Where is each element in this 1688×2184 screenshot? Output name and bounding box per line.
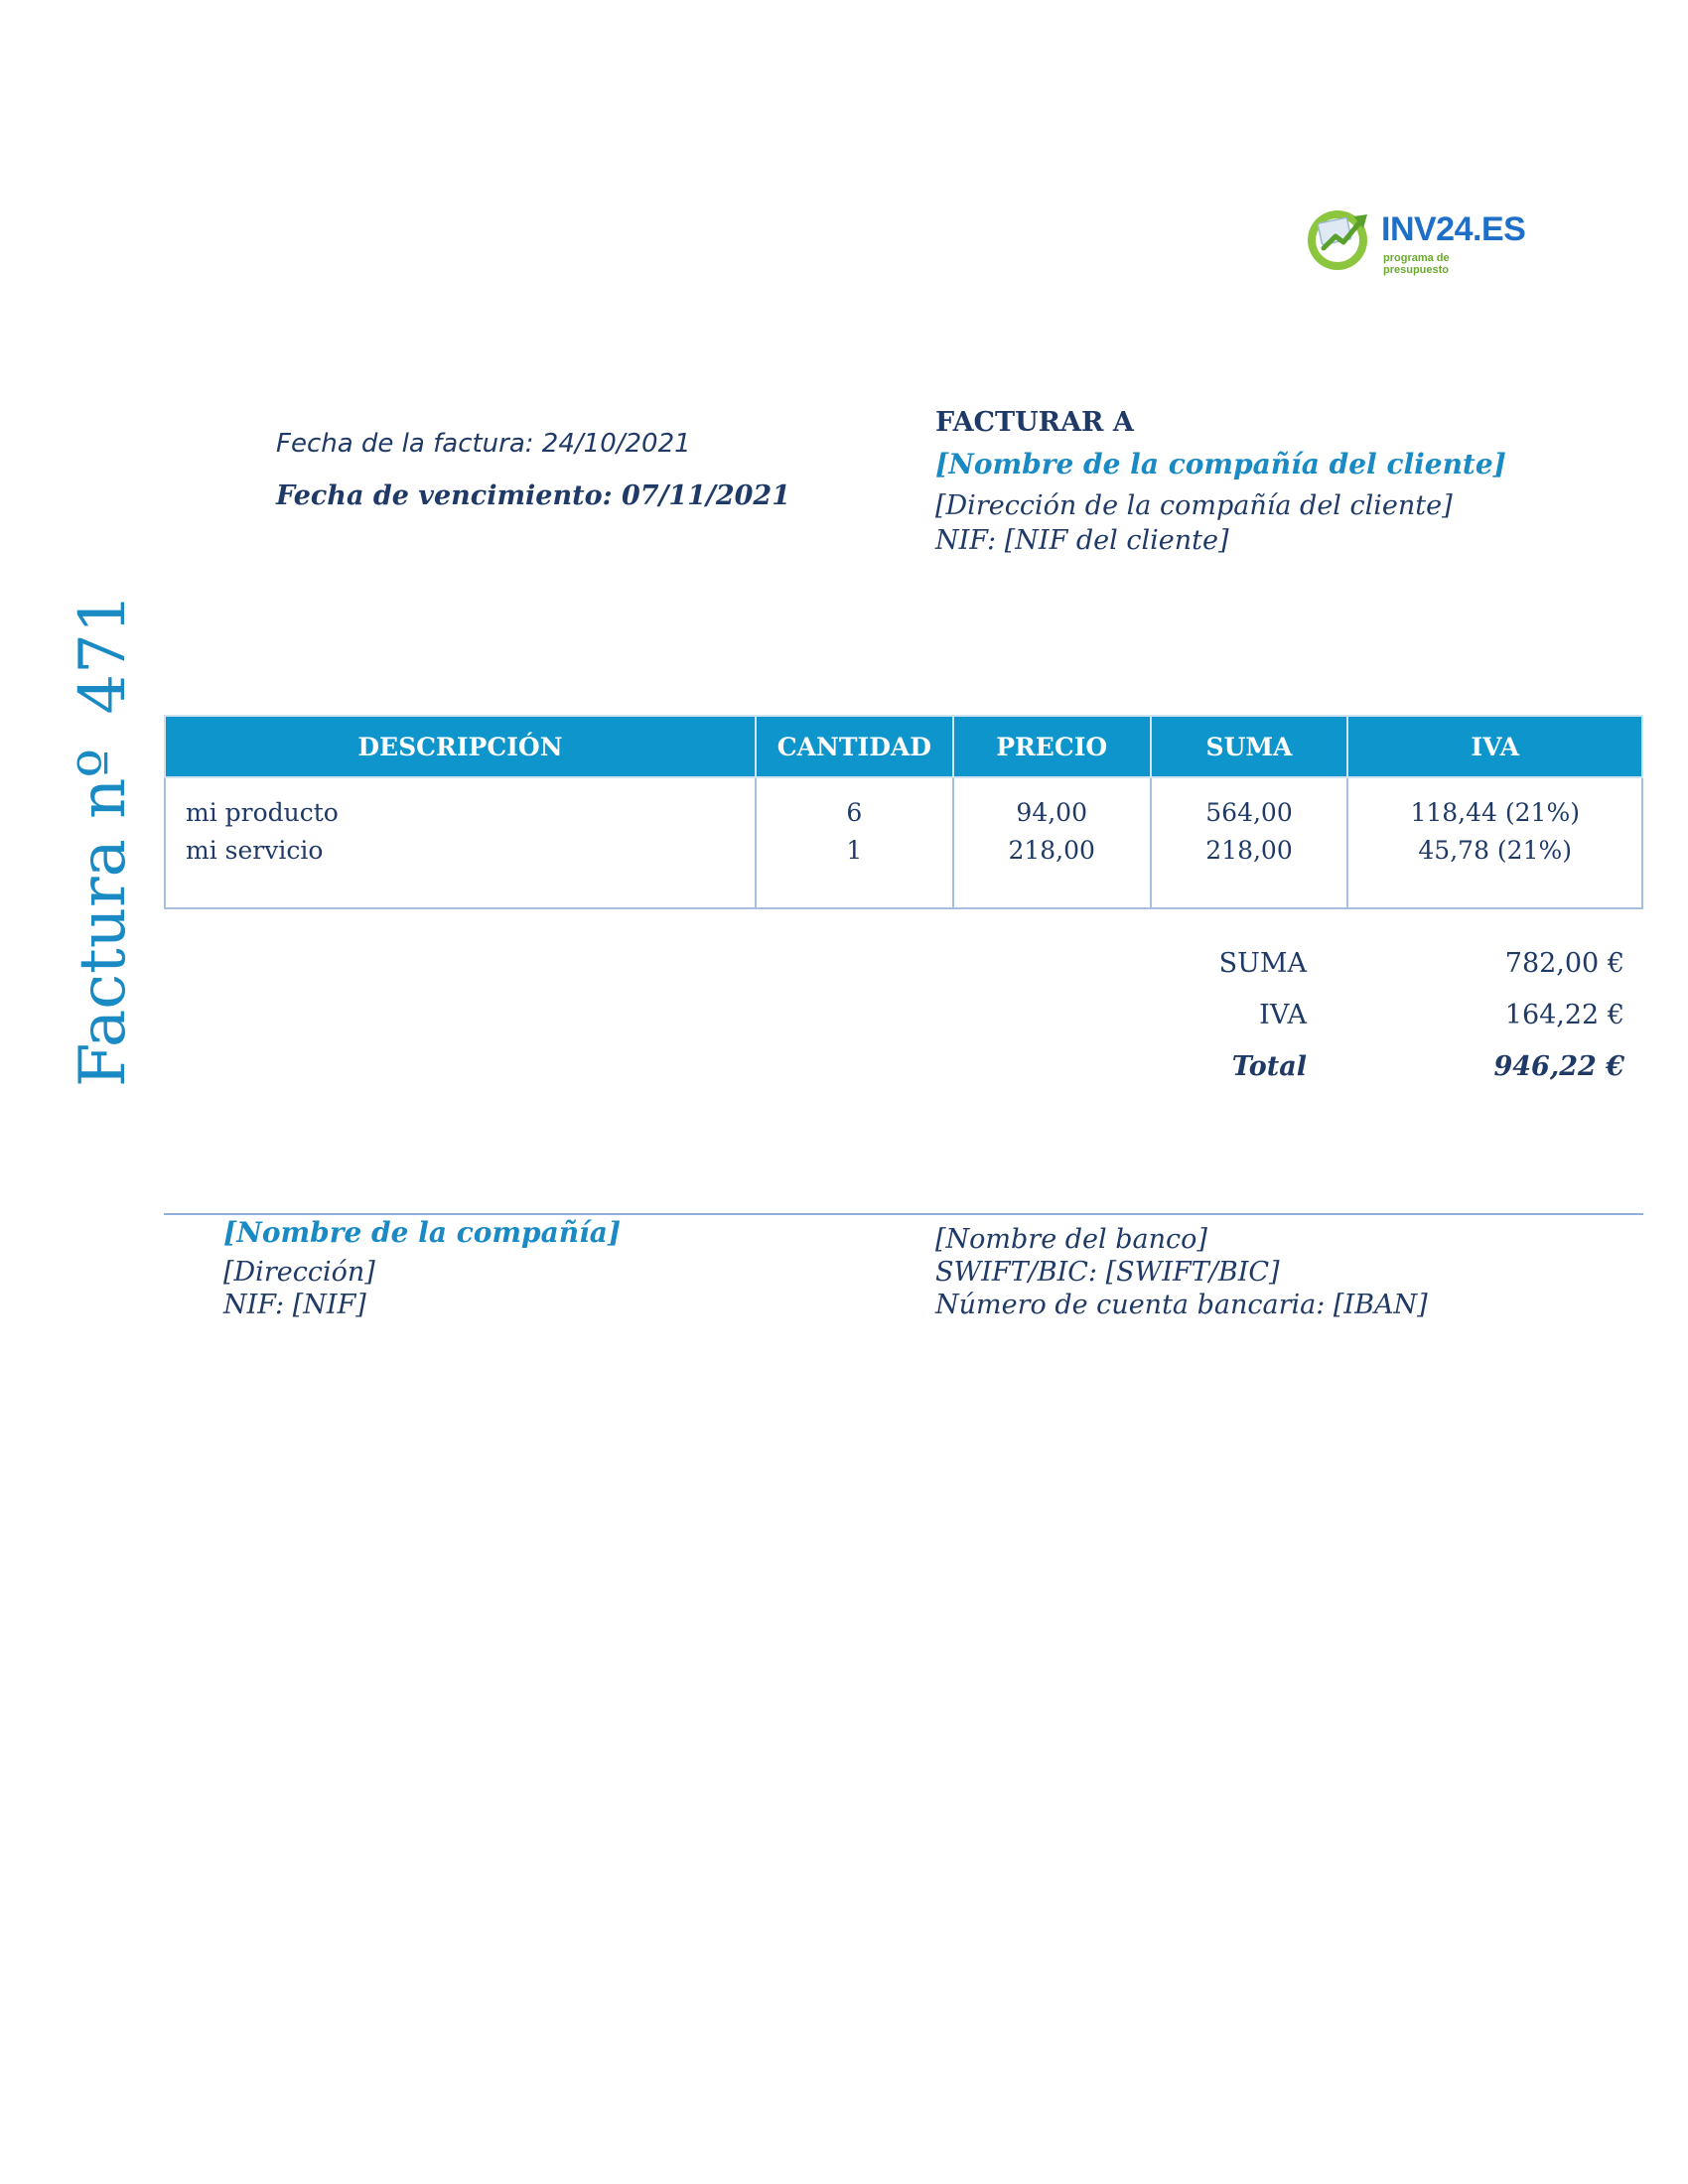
sum-column: [1151, 777, 1348, 908]
row-vat: 118,44 (21%): [1410, 798, 1580, 827]
row-quantity: 6: [846, 798, 863, 827]
totals-block: [1172, 948, 1624, 1103]
row-description: mi producto: [186, 798, 339, 827]
company-name: [Nombre de la compañía]: [223, 1216, 622, 1249]
subtotal-label: SUMA: [1218, 948, 1307, 979]
vat-total-label: IVA: [1259, 1000, 1307, 1030]
iban: Número de cuenta bancaria: [IBAN]: [935, 1290, 1428, 1320]
header-quantity: CANTIDAD: [756, 716, 953, 777]
table-body-row: [165, 777, 1642, 908]
bank-name: [Nombre del banco]: [935, 1224, 1207, 1255]
swift-code: SWIFT/BIC: [SWIFT/BIC]: [935, 1257, 1280, 1288]
header-vat: IVA: [1347, 716, 1642, 777]
invoice-number: 471: [67, 593, 140, 715]
row-vat: 45,78 (21%): [1418, 836, 1572, 865]
bank-info: [935, 1224, 1428, 1322]
invoice-dates: [276, 429, 790, 511]
due-date: Fecha de vencimiento: 07/11/2021: [276, 480, 790, 511]
row-price: 94,00: [1016, 798, 1087, 827]
subtotal-value: 782,00 €: [1504, 948, 1624, 979]
bill-to-block: [935, 407, 1506, 560]
vat-total-value: 164,22 €: [1504, 1000, 1624, 1030]
grand-total-row: [1172, 1051, 1624, 1103]
company-logo: [1304, 199, 1526, 278]
vat-column: [1347, 777, 1642, 908]
row-quantity: 1: [846, 836, 863, 865]
footer-divider: [164, 1213, 1643, 1215]
row-description: mi servicio: [186, 836, 324, 865]
trend-up-document-icon: [1304, 203, 1375, 274]
logo-name: INV24.ES: [1381, 210, 1526, 248]
client-nif: NIF: [NIF del cliente]: [935, 525, 1229, 556]
header-description: DESCRIPCIÓN: [165, 716, 756, 777]
vat-total-row: [1172, 1000, 1624, 1051]
company-address: [Dirección]: [223, 1257, 375, 1288]
client-address: [Dirección de la compañía del cliente]: [935, 490, 1453, 521]
grand-total-value: 946,22 €: [1493, 1051, 1624, 1082]
description-column: [165, 777, 756, 908]
logo-tagline: programa de presupuesto: [1383, 252, 1450, 276]
table-header-row: [165, 716, 1642, 777]
row-sum: 218,00: [1205, 836, 1293, 865]
grand-total-label: Total: [1231, 1051, 1307, 1082]
subtotal-row: [1172, 948, 1624, 1000]
company-nif: NIF: [NIF]: [223, 1290, 366, 1320]
invoice-date: Fecha de la factura: 24/10/2021: [276, 429, 691, 459]
client-name: [Nombre de la compañía del cliente]: [935, 448, 1506, 480]
items-table: [164, 715, 1643, 909]
quantity-column: [756, 777, 953, 908]
header-sum: SUMA: [1151, 716, 1348, 777]
price-column: [953, 777, 1151, 908]
row-price: 218,00: [1008, 836, 1095, 865]
row-sum: 564,00: [1205, 798, 1293, 827]
company-info: [223, 1216, 621, 1322]
invoice-title-prefix: Factura nº: [67, 748, 140, 1087]
bill-to-heading: FACTURAR A: [935, 407, 1134, 438]
header-price: PRECIO: [953, 716, 1151, 777]
invoice-title: [67, 559, 140, 1087]
